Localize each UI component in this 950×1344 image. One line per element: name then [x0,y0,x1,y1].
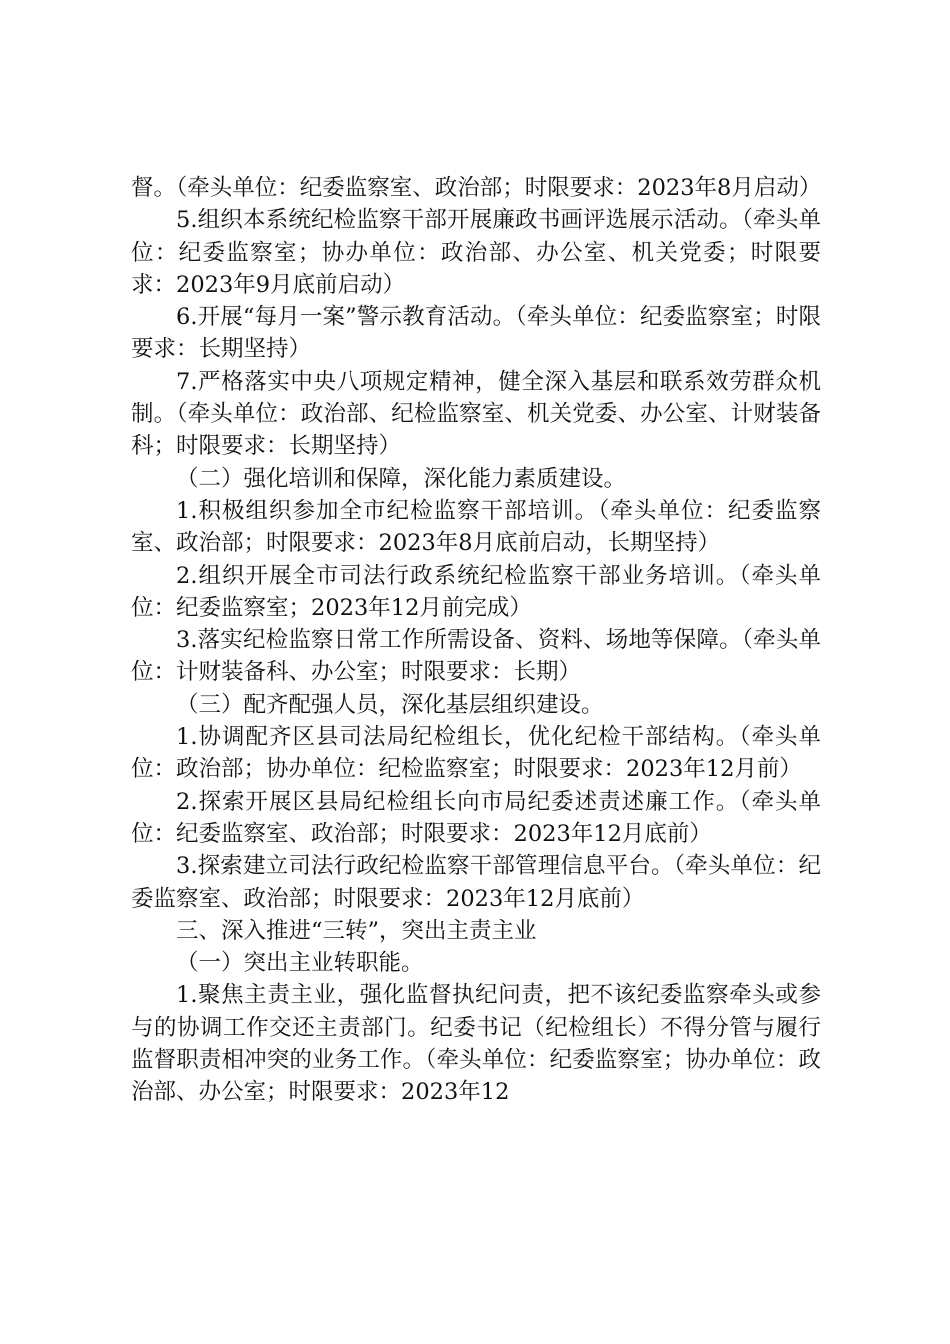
paragraph-staffing-1: 1.协调配齐区县司法局纪检组长，优化纪检干部结构。（牵头单位：政治部；协办单位：纪检监察室；时限要求：2023年12月前） [131,724,821,783]
section-heading-3: （三）配齐配强人员，深化基层组织建设。 [176,691,604,718]
paragraph-training-2: 2.组织开展全市司法行政系统纪检监察干部业务培训。（牵头单位：纪委监察室；2023年12月前完成） [131,562,821,621]
document-body [131,172,821,1109]
paragraph-item-6: 6.开展“每月一案”警示教育活动。（牵头单位：纪委监察室；时限要求：长期坚持） [131,304,821,363]
chapter-heading-3: 三、深入推进“三转”，突出主责主业 [176,917,537,944]
section-heading-1: （一）突出主业转职能。 [176,950,424,977]
paragraph-focus-1: 1.聚焦主责主业，强化监督执纪问责，把不该纪委监察牵头或参与的协调工作交还主责部门。纪委书记（纪检组长）不得分管与履行监督职责相冲突的业务工作。（牵头单位：纪委监察室；协办单位：政治部、办公室；时限要求：2023年12 [131,982,821,1106]
paragraph-continuation: 督。（牵头单位：纪委监察室、政治部；时限要求：2023年8月启动） [131,175,822,201]
paragraph-staffing-3: 3.探索建立司法行政纪检监察干部管理信息平台。（牵头单位：纪委监察室、政治部；时限要求：2023年12月底前） [131,853,821,912]
paragraph-training-1: 1.积极组织参加全市纪检监察干部培训。（牵头单位：纪委监察室、政治部；时限要求：2023年8月底前启动，长期坚持） [131,497,821,557]
paragraph-item-5: 5.组织本系统纪检监察干部开展廉政书画评选展示活动。（牵头单位：纪委监察室；协办单位：政治部、办公室、机关党委；时限要求：2023年9月底前启动） [131,207,821,298]
paragraph-training-3: 3.落实纪检监察日常工作所需设备、资料、场地等保障。（牵头单位：计财装备科、办公室；时限要求：长期） [131,627,821,686]
paragraph-staffing-2: 2.探索开展区县局纪检组长向市局纪委述责述廉工作。（牵头单位：纪委监察室、政治部；时限要求：2023年12月底前） [131,788,821,847]
paragraph-item-7: 7.严格落实中央八项规定精神，健全深入基层和联系效劳群众机制。（牵头单位：政治部、纪检监察室、机关党委、办公室、计财装备科；时限要求：长期坚持） [131,368,821,460]
section-heading-2: （二）强化培训和保障，深化能力素质建设。 [176,465,627,492]
